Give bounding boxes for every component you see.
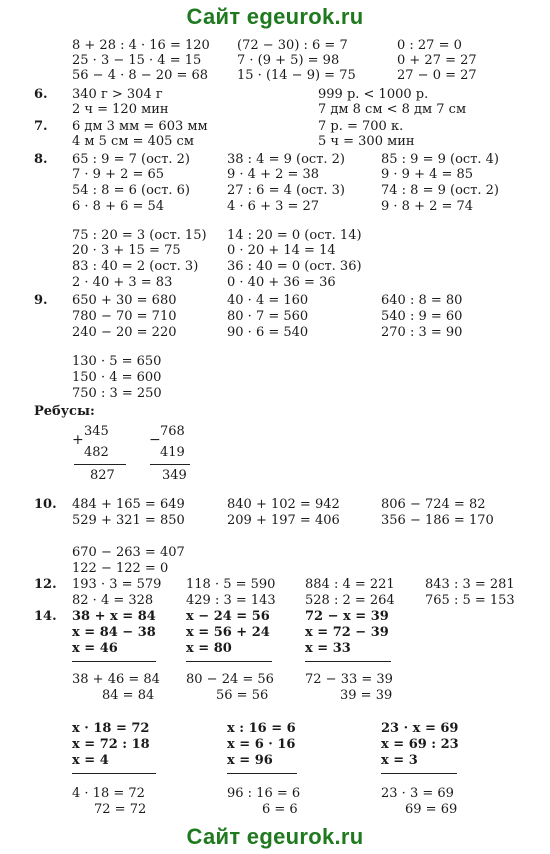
t14-a-0: 38 + x = 84 — [72, 609, 156, 624]
t7-r2: 5 ч = 300 мин — [318, 134, 415, 149]
t14-a-check1: 38 + 46 = 84 — [72, 672, 160, 687]
t7-l1: 6 дм 3 мм = 603 мм — [72, 119, 208, 134]
rebus-b-line — [150, 464, 190, 465]
t10-c3-0: 806 − 724 = 82 — [381, 497, 486, 512]
t14-b-0: x − 24 = 56 — [186, 609, 270, 624]
t14-d-check1: 4 · 18 = 72 — [72, 786, 145, 801]
t9-c3-0: 640 : 8 = 80 — [381, 293, 463, 308]
t12-c2-1: 429 : 3 = 143 — [186, 593, 276, 608]
t7-r1: 7 р. = 700 к. — [318, 119, 404, 134]
t8-c3-0: 85 : 9 = 9 (ост. 4) — [381, 152, 499, 167]
t14-e-check2: 6 = 6 — [262, 802, 298, 817]
t8-d2-3: 0 · 40 + 36 = 36 — [227, 275, 336, 290]
t14-d-2: x = 4 — [72, 753, 109, 768]
t14-d-check2: 72 = 72 — [94, 802, 147, 817]
t8-c2-2: 27 : 6 = 4 (ост. 3) — [227, 183, 345, 198]
t14-e-2: x = 96 — [227, 753, 273, 768]
t14-f-2: x = 3 — [381, 753, 418, 768]
t9-c2-0: 40 · 4 = 160 — [227, 293, 309, 308]
eq-top-c2-1: 7 · (9 + 5) = 98 — [237, 53, 340, 68]
t8-d1-0: 75 : 20 = 3 (ост. 15) — [72, 228, 207, 243]
t8-c1-1: 7 · 9 + 2 = 65 — [72, 167, 165, 182]
rebus-b-result: 349 — [162, 468, 187, 483]
t14-f-check1: 23 · 3 = 69 — [381, 786, 454, 801]
t14-c-check1: 72 − 33 = 39 — [305, 672, 393, 687]
t6-r1: 999 р. < 1000 р. — [318, 87, 429, 102]
t12-c4-0: 843 : 3 = 281 — [425, 577, 515, 592]
t10-c2-1: 209 + 197 = 406 — [227, 513, 340, 528]
t14-f-1: x = 69 : 23 — [381, 737, 459, 752]
t14-c-2: x = 33 — [305, 641, 351, 656]
t14-a-2: x = 46 — [72, 641, 118, 656]
t9-c3-1: 540 : 9 = 60 — [381, 309, 463, 324]
rebus-a-n1: 345 — [84, 424, 109, 439]
task-6-number: 6. — [34, 87, 48, 102]
t8-c3-2: 74 : 8 = 9 (ост. 2) — [381, 183, 499, 198]
t14-a-check2: 84 = 84 — [102, 688, 155, 703]
t14-c-0: 72 − x = 39 — [305, 609, 389, 624]
t12-c4-1: 765 : 5 = 153 — [425, 593, 515, 608]
t8-c2-0: 38 : 4 = 9 (ост. 2) — [227, 152, 345, 167]
t8-c3-3: 9 · 8 + 2 = 74 — [381, 199, 474, 214]
t8-c2-1: 9 · 4 + 2 = 38 — [227, 167, 320, 182]
t9-d1-2: 750 : 3 = 250 — [72, 386, 162, 401]
eq-top-c3-2: 27 − 0 = 27 — [397, 68, 477, 83]
t9-c1-2: 240 − 20 = 220 — [72, 325, 177, 340]
t10-d1-0: 670 − 263 = 407 — [72, 545, 185, 560]
t9-c1-1: 780 − 70 = 710 — [72, 309, 177, 324]
t9-d1-0: 130 · 5 = 650 — [72, 354, 162, 369]
t8-d1-3: 2 · 40 + 3 = 83 — [72, 275, 173, 290]
t9-c2-2: 90 · 6 = 540 — [227, 325, 309, 340]
t14-b-1: x = 56 + 24 — [186, 625, 270, 640]
t14-e-0: x : 16 = 6 — [227, 721, 296, 736]
rebus-a-line — [74, 464, 126, 465]
task-8-number: 8. — [34, 152, 48, 167]
eq-top-c2-2: 15 · (14 − 9) = 75 — [237, 68, 356, 83]
t14-b-check1: 80 − 24 = 56 — [186, 672, 274, 687]
t14-b-2: x = 80 — [186, 641, 232, 656]
t12-c1-0: 193 · 3 = 579 — [72, 577, 162, 592]
t10-c1-1: 529 + 321 = 850 — [72, 513, 185, 528]
t10-c2-0: 840 + 102 = 942 — [227, 497, 340, 512]
t14-d-1: x = 72 : 18 — [72, 737, 150, 752]
rebus-a-operator: + — [72, 432, 84, 448]
t9-d1-1: 150 · 4 = 600 — [72, 370, 162, 385]
task-9-number: 9. — [34, 293, 48, 308]
t9-c3-2: 270 : 3 = 90 — [381, 325, 463, 340]
eq-top-c3-1: 0 + 27 = 27 — [397, 53, 477, 68]
site-footer: Сайт egeurok.ru — [186, 824, 364, 849]
t14-a-1: x = 84 − 38 — [72, 625, 156, 640]
t14-a-line — [72, 661, 156, 662]
t12-c1-1: 82 · 4 = 328 — [72, 593, 154, 608]
rebus-title: Ребусы: — [34, 404, 95, 419]
t8-d1-2: 83 : 40 = 2 (ост. 3) — [72, 259, 199, 274]
t10-c3-1: 356 − 186 = 170 — [381, 513, 494, 528]
t14-c-line — [305, 661, 391, 662]
t14-f-check2: 69 = 69 — [405, 802, 458, 817]
rebus-a-result: 827 — [90, 468, 115, 483]
t7-l2: 4 м 5 см = 405 см — [72, 134, 194, 149]
eq-top-c1-0: 8 + 28 : 4 · 16 = 120 — [72, 38, 210, 53]
t14-b-line — [186, 661, 272, 662]
t8-d2-0: 14 : 20 = 0 (ост. 14) — [227, 228, 362, 243]
t9-c1-0: 650 + 30 = 680 — [72, 293, 177, 308]
eq-top-c2-0: (72 − 30) : 6 = 7 — [237, 38, 348, 53]
site-header: Сайт egeurok.ru — [186, 4, 364, 29]
t6-l1: 340 г > 304 г — [72, 87, 163, 102]
eq-top-c3-0: 0 : 27 = 0 — [397, 38, 462, 53]
t6-l2: 2 ч = 120 мин — [72, 102, 169, 117]
t14-b-check2: 56 = 56 — [216, 688, 269, 703]
t14-e-line — [227, 773, 297, 774]
t8-c1-2: 54 : 8 = 6 (ост. 6) — [72, 183, 190, 198]
t9-c2-1: 80 · 7 = 560 — [227, 309, 309, 324]
t14-d-0: x · 18 = 72 — [72, 721, 150, 736]
t14-e-check1: 96 : 16 = 6 — [227, 786, 301, 801]
rebus-b-n1: 768 — [160, 424, 185, 439]
t8-c3-1: 9 · 9 + 4 = 85 — [381, 167, 474, 182]
t12-c3-0: 884 : 4 = 221 — [305, 577, 395, 592]
t14-e-1: x = 6 · 16 — [227, 737, 296, 752]
rebus-b-operator: − — [149, 432, 161, 448]
t10-c1-0: 484 + 165 = 649 — [72, 497, 185, 512]
eq-top-c1-2: 56 − 4 · 8 − 20 = 68 — [72, 68, 209, 83]
rebus-a-n2: 482 — [84, 445, 109, 460]
t8-d2-1: 0 · 20 + 14 = 14 — [227, 243, 336, 258]
t6-r2: 7 дм 8 см < 8 дм 7 см — [318, 102, 467, 117]
task-10-number: 10. — [34, 497, 57, 512]
t8-c1-0: 65 : 9 = 7 (ост. 2) — [72, 152, 190, 167]
t14-f-line — [381, 773, 457, 774]
task-12-number: 12. — [34, 577, 57, 592]
t8-c2-3: 4 · 6 + 3 = 27 — [227, 199, 320, 214]
task-7-number: 7. — [34, 119, 48, 134]
t14-d-line — [72, 773, 156, 774]
eq-top-c1-1: 25 · 3 − 15 · 4 = 15 — [72, 53, 202, 68]
t12-c2-0: 118 · 5 = 590 — [186, 577, 276, 592]
task-14-number: 14. — [34, 609, 57, 624]
rebus-b-n2: 419 — [160, 445, 185, 460]
t14-c-1: x = 72 − 39 — [305, 625, 389, 640]
t10-d1-1: 122 − 122 = 0 — [72, 561, 169, 576]
t8-d1-1: 20 · 3 + 15 = 75 — [72, 243, 181, 258]
t12-c3-1: 528 : 2 = 264 — [305, 593, 395, 608]
t8-c1-3: 6 · 8 + 6 = 54 — [72, 199, 165, 214]
t14-c-check2: 39 = 39 — [340, 688, 393, 703]
t8-d2-2: 36 : 40 = 0 (ост. 36) — [227, 259, 362, 274]
t14-f-0: 23 · x = 69 — [381, 721, 459, 736]
